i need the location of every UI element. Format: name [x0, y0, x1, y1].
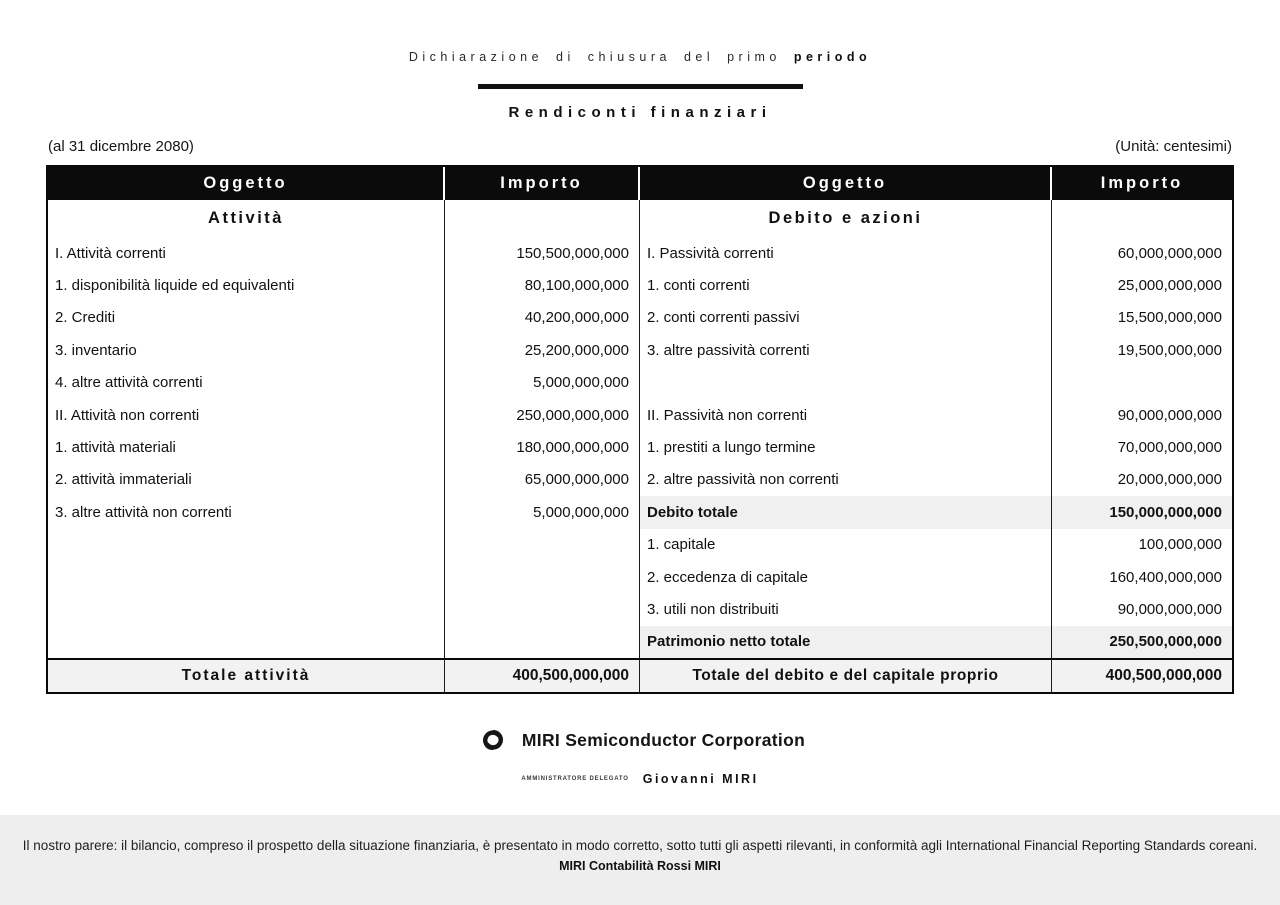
assets-section-title: Attività	[208, 209, 284, 227]
signatory-name: Giovanni MIRI	[642, 772, 759, 786]
empty-section-cell	[445, 200, 639, 237]
total-liabilities-equity-value: 400,500,000,000	[1052, 658, 1232, 692]
table-row-label: 4. altre attività correnti	[55, 374, 203, 392]
table-row-label: 2. altre passività non correnti	[647, 471, 839, 489]
table-row-label: 3. altre passività correnti	[647, 341, 810, 359]
unit-note: (Unità: centesimi)	[1115, 138, 1232, 155]
table-row-label: 3. inventario	[55, 341, 137, 359]
empty-section-cell	[1052, 200, 1232, 237]
assets-value-column	[445, 200, 640, 658]
table-row-value: 5,000,000,000	[533, 503, 629, 521]
assets-label-column	[48, 200, 445, 658]
document-title-emphasis: periodo	[793, 50, 872, 64]
table-row-label: 3. altre attività non correnti	[55, 503, 232, 521]
table-row-value: 19,500,000,000	[1117, 341, 1222, 359]
total-equity-row-label: Patrimonio netto totale	[640, 626, 1051, 658]
table-row-value: 20,000,000,000	[1117, 471, 1222, 489]
table-row-label: 2. conti correnti passivi	[647, 309, 800, 327]
table-row-value: 150,500,000,000	[516, 244, 629, 262]
total-equity-row-value: 250,500,000,000	[1052, 626, 1232, 658]
column-header-object-left: Oggetto	[48, 167, 445, 200]
audit-opinion-text: Il nostro parere: il bilancio, compreso il prospetto della situazione finanziaria, è presentato in modo corretto, sotto tutti gli aspetti rilevanti, in conformità agli International Financial Reporting Standards coreani.	[22, 838, 1258, 853]
table-row-value: 160,400,000,000	[1109, 568, 1222, 586]
table-row-value: 70,000,000,000	[1117, 439, 1222, 457]
company-footer	[0, 724, 1280, 756]
table-row-label: I. Attività correnti	[55, 244, 166, 262]
table-row-label: 1. conti correnti	[647, 277, 750, 295]
table-row-value: 90,000,000,000	[1117, 600, 1222, 618]
date-note: (al 31 dicembre 2080)	[48, 138, 194, 155]
document-title	[0, 50, 1280, 64]
table-row-label: II. Attività non correnti	[55, 406, 200, 424]
table-row-value: 100,000,000	[1138, 536, 1222, 554]
company-name: MIRI Semiconductor Corporation	[521, 729, 806, 750]
meta-row	[48, 138, 1232, 155]
total-liabilities-equity-label: Totale del debito e del capitale proprio	[640, 658, 1052, 692]
liabilities-value-column	[1052, 200, 1232, 658]
empty-row	[1052, 367, 1232, 399]
table-row-value: 40,200,000,000	[524, 309, 629, 327]
table-row-label: 2. Crediti	[55, 309, 116, 327]
column-header-amount-left: Importo	[445, 167, 640, 200]
balance-sheet-table	[46, 165, 1234, 694]
total-debt-row-value: 150,000,000,000	[1052, 496, 1232, 528]
empty-row	[48, 529, 444, 561]
liabilities-section-title: Debito e azioni	[768, 209, 923, 227]
table-row-value: 15,500,000,000	[1117, 309, 1222, 327]
audit-opinion-band	[0, 815, 1280, 905]
miri-logo-icon	[475, 724, 511, 756]
table-row-label: 3. utili non distribuiti	[647, 600, 779, 618]
table-row-label: 1. capitale	[647, 536, 716, 554]
liabilities-label-column	[640, 200, 1052, 658]
table-row-label: 2. eccedenza di capitale	[647, 568, 808, 586]
total-assets-value: 400,500,000,000	[445, 658, 640, 692]
empty-row	[445, 626, 639, 658]
signatory-role: AMMINISTRATORE DELEGATO	[521, 776, 629, 782]
empty-row	[48, 561, 444, 593]
total-debt-row-label: Debito totale	[640, 496, 1051, 528]
signature-row	[0, 772, 1280, 786]
table-row-value: 25,000,000,000	[1117, 277, 1222, 295]
empty-row	[48, 593, 444, 625]
table-row-value: 60,000,000,000	[1117, 244, 1222, 262]
table-row-value: 90,000,000,000	[1117, 406, 1222, 424]
table-row-value: 25,200,000,000	[524, 341, 629, 359]
document-title-text: Dichiarazione di chiusura del primo	[408, 50, 781, 64]
empty-row	[445, 561, 639, 593]
table-row-value: 5,000,000,000	[533, 374, 629, 392]
column-header-amount-right: Importo	[1052, 167, 1232, 200]
table-row-label: 2. attività immateriali	[55, 471, 192, 489]
empty-row	[445, 593, 639, 625]
table-row-value: 65,000,000,000	[524, 471, 629, 489]
table-row-label: 1. attività materiali	[55, 439, 176, 457]
table-row-value: 180,000,000,000	[516, 439, 629, 457]
page-subtitle: Rendiconti finanziari	[508, 104, 772, 121]
empty-row	[445, 529, 639, 561]
audit-firm-name: MIRI Contabilità Rossi MIRI	[559, 859, 721, 873]
title-underline	[478, 84, 803, 89]
table-row-value: 80,100,000,000	[524, 277, 629, 295]
empty-row	[640, 367, 1051, 399]
table-row-value: 250,000,000,000	[516, 406, 629, 424]
table-row-label: I. Passività correnti	[647, 244, 774, 262]
empty-row	[48, 626, 444, 658]
table-row-label: II. Passività non correnti	[647, 406, 808, 424]
total-assets-label: Totale attività	[48, 658, 445, 692]
table-row-label: 1. disponibilità liquide ed equivalenti	[55, 277, 295, 295]
table-row-label: 1. prestiti a lungo termine	[647, 439, 816, 457]
column-header-object-right: Oggetto	[640, 167, 1052, 200]
